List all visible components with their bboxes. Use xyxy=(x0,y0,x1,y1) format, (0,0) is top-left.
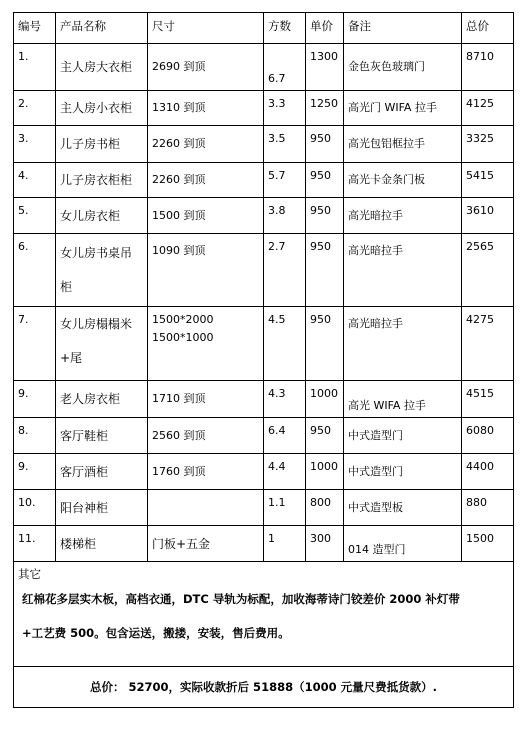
row-name-line: 女儿房榻榻米 xyxy=(60,317,133,331)
row-size: 1760 到顶 xyxy=(148,454,264,490)
other-cell xyxy=(14,562,514,667)
row-area: 4.4 xyxy=(264,454,306,490)
row-note: 高光门 WIFA 拉手 xyxy=(344,91,462,126)
row-area: 4.3 xyxy=(264,381,306,418)
row-no: 7. xyxy=(14,307,56,381)
row-price: 1250 xyxy=(306,91,344,126)
header-no: 编号 xyxy=(14,13,56,44)
row-name xyxy=(56,307,148,381)
row-total: 3325 xyxy=(462,126,514,163)
row-name-line: +尾 xyxy=(60,351,83,365)
row-name: 女儿房衣柜 xyxy=(56,198,148,234)
row-total: 4125 xyxy=(462,91,514,126)
row-size: 2690 到顶 xyxy=(148,44,264,91)
row-name: 楼梯柜 xyxy=(56,526,148,562)
row-size: 1090 到顶 xyxy=(148,234,264,307)
row-area: 3.5 xyxy=(264,126,306,163)
row-total: 8710 xyxy=(462,44,514,91)
header-total: 总价 xyxy=(462,13,514,44)
row-price: 950 xyxy=(306,418,344,454)
row-no: 9. xyxy=(14,381,56,418)
row-no: 3. xyxy=(14,126,56,163)
row-no: 5. xyxy=(14,198,56,234)
row-price: 950 xyxy=(306,307,344,381)
row-no: 4. xyxy=(14,163,56,198)
row-price: 300 xyxy=(306,526,344,562)
table-row xyxy=(14,381,514,418)
row-area: 4.5 xyxy=(264,307,306,381)
row-note: 高光暗拉手 xyxy=(344,234,462,307)
other-text xyxy=(14,582,513,650)
row-name: 客厅酒柜 xyxy=(56,454,148,490)
row-note: 高光包铝框拉手 xyxy=(344,126,462,163)
row-size-line: 1500*1000 xyxy=(152,331,214,344)
row-area: 6.4 xyxy=(264,418,306,454)
quotation-table xyxy=(13,12,514,708)
table-row xyxy=(14,490,514,526)
row-area: 3.8 xyxy=(264,198,306,234)
row-area: 3.3 xyxy=(264,91,306,126)
table-row xyxy=(14,454,514,490)
table-row xyxy=(14,307,514,381)
row-price: 1000 xyxy=(306,381,344,418)
table-row xyxy=(14,126,514,163)
row-no: 2. xyxy=(14,91,56,126)
row-size-line: 1500*2000 xyxy=(152,313,214,326)
header-price: 单价 xyxy=(306,13,344,44)
row-total: 6080 xyxy=(462,418,514,454)
row-name: 客厅鞋柜 xyxy=(56,418,148,454)
header-size: 尺寸 xyxy=(148,13,264,44)
quotation-sheet xyxy=(13,12,513,716)
row-area: 1 xyxy=(264,526,306,562)
row-size xyxy=(148,307,264,381)
row-name-line: 柜 xyxy=(60,280,73,294)
row-total: 4400 xyxy=(462,454,514,490)
other-text-line: +工艺费 500。包含运送，搬搂，安装，售后费用。 xyxy=(22,626,290,640)
row-name: 主人房大衣柜 xyxy=(56,44,148,91)
row-name: 主人房小衣柜 xyxy=(56,91,148,126)
row-price: 950 xyxy=(306,234,344,307)
row-total: 4275 xyxy=(462,307,514,381)
row-no: 10. xyxy=(14,490,56,526)
row-size: 2560 到顶 xyxy=(148,418,264,454)
row-note: 014 造型门 xyxy=(344,526,462,562)
total-summary: 总价： 52700，实际收款折后 51888（1000 元量尺费抵货款）. xyxy=(14,667,514,708)
table-row xyxy=(14,44,514,91)
row-area: 5.7 xyxy=(264,163,306,198)
table-header-row xyxy=(14,13,514,44)
header-note: 备注 xyxy=(344,13,462,44)
row-note: 金色灰色玻璃门 xyxy=(344,44,462,91)
row-name-line: 女儿房书桌吊 xyxy=(60,246,133,260)
other-label: 其它 xyxy=(18,567,41,581)
row-area: 6.7 xyxy=(264,44,306,91)
row-no: 1. xyxy=(14,44,56,91)
row-area: 2.7 xyxy=(264,234,306,307)
row-note: 高光暗拉手 xyxy=(344,198,462,234)
table-row xyxy=(14,198,514,234)
row-total: 880 xyxy=(462,490,514,526)
row-total: 2565 xyxy=(462,234,514,307)
row-name: 儿子房衣柜柜 xyxy=(56,163,148,198)
row-size: 1310 到顶 xyxy=(148,91,264,126)
row-size: 2260 到顶 xyxy=(148,163,264,198)
row-note: 中式造型门 xyxy=(344,418,462,454)
row-note: 中式造型门 xyxy=(344,454,462,490)
summary-row xyxy=(14,667,514,708)
row-note: 高光 WIFA 拉手 xyxy=(344,381,462,418)
row-no: 8. xyxy=(14,418,56,454)
row-name xyxy=(56,234,148,307)
other-section xyxy=(14,562,514,667)
row-total: 3610 xyxy=(462,198,514,234)
row-size: 门板+五金 xyxy=(148,526,264,562)
table-row xyxy=(14,163,514,198)
header-area: 方数 xyxy=(264,13,306,44)
table-row xyxy=(14,526,514,562)
row-name: 阳台神柜 xyxy=(56,490,148,526)
row-price: 950 xyxy=(306,126,344,163)
row-size: 1500 到顶 xyxy=(148,198,264,234)
row-size: 1710 到顶 xyxy=(148,381,264,418)
row-size: 2260 到顶 xyxy=(148,126,264,163)
row-no: 6. xyxy=(14,234,56,307)
row-note: 高光暗拉手 xyxy=(344,307,462,381)
row-no: 9. xyxy=(14,454,56,490)
row-total: 4515 xyxy=(462,381,514,418)
other-text-line: 红棉花多层实木板，高档衣通，DTC 导轨为标配，加收海蒂诗门铰差价 2000 补灯带 xyxy=(22,592,460,606)
row-name: 老人房衣柜 xyxy=(56,381,148,418)
row-price: 1000 xyxy=(306,454,344,490)
row-price: 800 xyxy=(306,490,344,526)
row-note: 高光卡金条门板 xyxy=(344,163,462,198)
table-row xyxy=(14,234,514,307)
row-area: 1.1 xyxy=(264,490,306,526)
row-price: 1300 xyxy=(306,44,344,91)
row-price: 950 xyxy=(306,198,344,234)
row-total: 5415 xyxy=(462,163,514,198)
row-price: 950 xyxy=(306,163,344,198)
row-note: 中式造型板 xyxy=(344,490,462,526)
row-no: 11. xyxy=(14,526,56,562)
row-total: 1500 xyxy=(462,526,514,562)
row-name: 儿子房书柜 xyxy=(56,126,148,163)
table-row xyxy=(14,418,514,454)
table-row xyxy=(14,91,514,126)
row-size xyxy=(148,490,264,526)
header-name: 产品名称 xyxy=(56,13,148,44)
